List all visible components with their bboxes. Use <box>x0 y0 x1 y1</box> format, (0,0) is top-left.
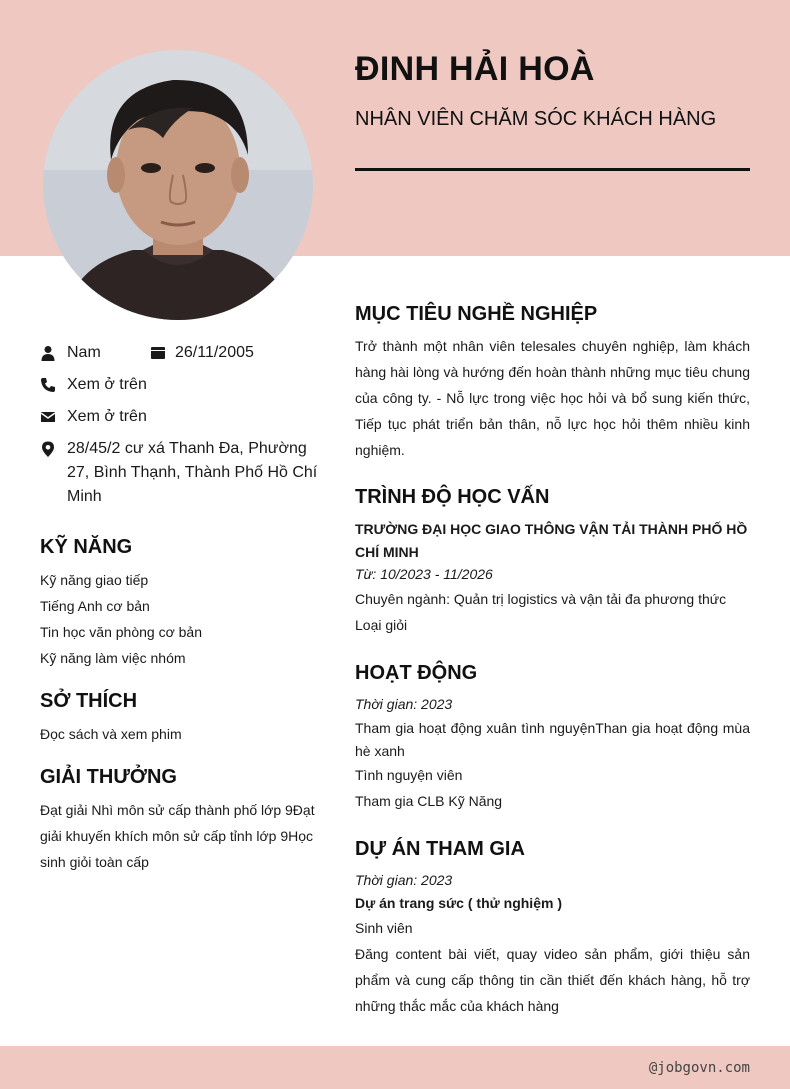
gender-value: Nam <box>67 344 101 361</box>
phone-icon <box>40 377 56 393</box>
projects-title: DỰ ÁN THAM GIA <box>355 838 525 860</box>
education-period: Từ: 10/2023 - 11/2026 <box>355 566 493 582</box>
mail-icon <box>40 409 56 425</box>
activities-club: Tham gia CLB Kỹ Năng <box>355 793 503 809</box>
skill-item: Tiếng Anh cơ bản <box>40 598 150 614</box>
map-pin-icon <box>40 441 56 457</box>
objective-text: Trở thành một nhân viên telesales chuyên nghiệp, làm khách hàng hài lòng và hướng đến hoàn thành những mục tiêu chung của công ty. - Nỗ lực trong việc học hỏi và bổ sung kiến thức, Tiếp tục phát triển bản thân, nỗ lực học hỏi thêm nhiều kinh nghiệm. <box>355 338 750 458</box>
title-divider <box>355 168 750 171</box>
skill-item: Tin học văn phòng cơ bản <box>40 624 202 640</box>
phone-value: Xem ở trên <box>67 376 147 393</box>
objective-title: MỤC TIÊU NGHỀ NGHIỆP <box>355 303 598 325</box>
profile-photo <box>43 50 313 320</box>
activities-title: HOẠT ĐỘNG <box>355 662 478 684</box>
skill-item: Kỹ năng làm việc nhóm <box>40 650 186 666</box>
footer-watermark: @jobgovn.com <box>648 1060 750 1076</box>
hobbies-title: SỞ THÍCH <box>40 690 138 712</box>
education-grade: Loại giỏi <box>355 617 408 633</box>
education-title: TRÌNH ĐỘ HỌC VẤN <box>355 486 550 508</box>
skills-title: KỸ NĂNG <box>40 536 133 558</box>
job-title: NHÂN VIÊN CHĂM SÓC KHÁCH HÀNG <box>355 108 717 130</box>
activities-period: Thời gian: 2023 <box>355 696 453 712</box>
email-value: Xem ở trên <box>67 408 147 425</box>
project-name: Dự án trang sức ( thử nghiệm ) <box>355 895 562 911</box>
address-value: 28/45/2 cư xá Thanh Đa, Phường 27, Bình Thạnh, Thành Phố Hồ Chí Minh <box>67 440 318 505</box>
hobbies-text: Đọc sách và xem phim <box>40 726 182 742</box>
candidate-name: ĐINH HẢI HOÀ <box>355 50 595 88</box>
awards-text: Đạt giải Nhì môn sử cấp thành phố lớp 9Đạt giải khuyến khích môn sử cấp tỉnh lớp 9Học sinh giỏi toàn cấp <box>40 802 315 870</box>
activities-description: Tham gia hoạt động xuân tình nguyệnThan gia hoạt động mùa hè xanh <box>355 720 750 759</box>
person-icon <box>40 345 56 361</box>
education-major: Chuyên ngành: Quản trị logistics và vận tải đa phương thức <box>355 591 727 607</box>
project-role: Sinh viên <box>355 920 413 936</box>
calendar-icon <box>150 345 166 361</box>
projects-period: Thời gian: 2023 <box>355 872 453 888</box>
activities-role: Tình nguyện viên <box>355 767 463 783</box>
skill-item: Kỹ năng giao tiếp <box>40 572 149 588</box>
project-description: Đăng content bài viết, quay video sản phẩm, giới thiệu sản phẩm và cung cấp thông tin cần thiết đến khách hàng, hỗ trợ những thắc mắc của khách hàng <box>355 946 750 1014</box>
school-name: TRƯỜNG ĐẠI HỌC GIAO THÔNG VẬN TẢI THÀNH PHỐ HỒ CHÍ MINH <box>355 521 748 560</box>
awards-title: GIẢI THƯỞNG <box>40 766 177 788</box>
birthday-value: 26/11/2005 <box>175 344 254 361</box>
profile-photo-illustration <box>43 50 313 320</box>
